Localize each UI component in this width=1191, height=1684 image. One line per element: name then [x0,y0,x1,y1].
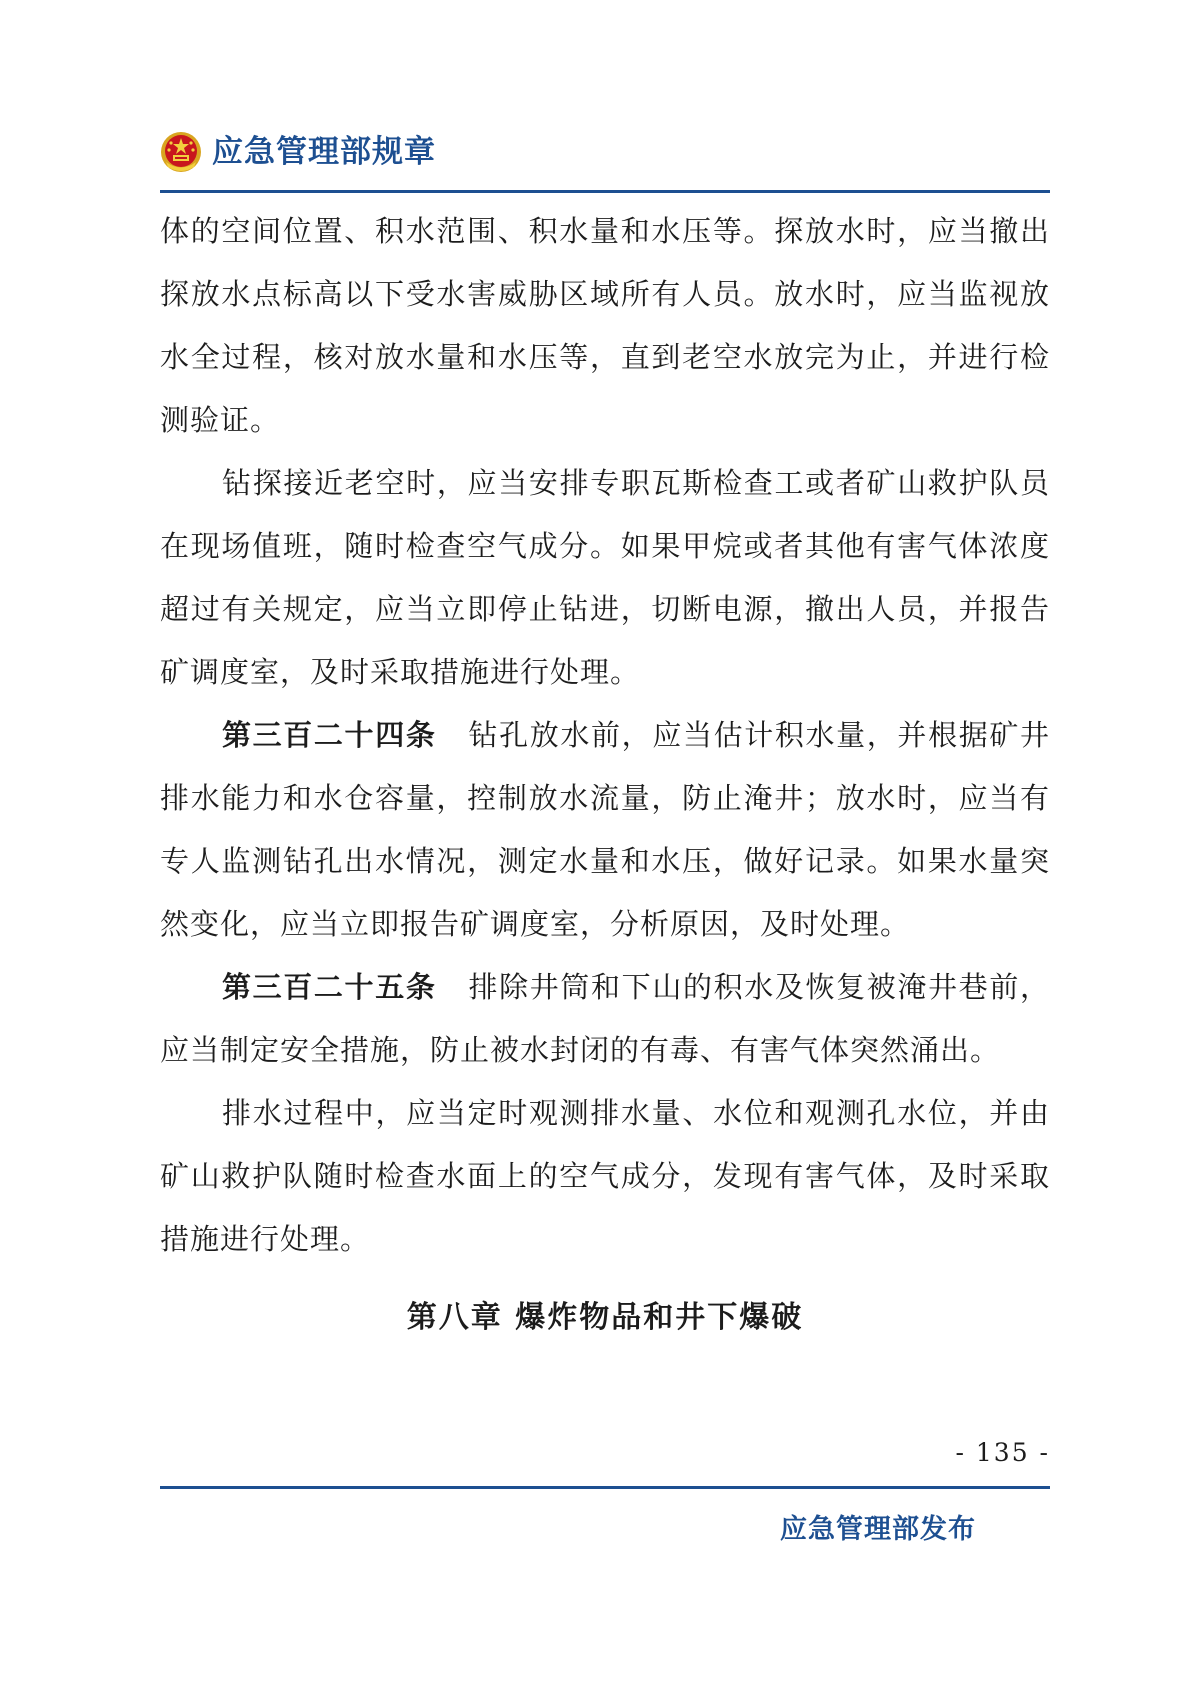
paragraph: 钻探接近老空时，应当安排专职瓦斯检查工或者矿山救护队员在现场值班，随时检查空气成分。如果甲烷或者其他有害气体浓度超过有关规定，应当立即停止钻进，切断电源，撤出人员，并报告矿调度室，及时采取措施进行处理。 [160,466,1050,689]
document-body [160,200,1050,1343]
chapter-heading: 第八章 爆炸物品和井下爆破 [406,1300,804,1335]
article-text: 钻孔放水前，应当估计积水量，并根据矿井排水能力和水仓容量，控制放水流量，防止淹井；放水时，应当有专人监测钻孔出水情况，测定水量和水压，做好记录。如果水量突然变化，应当立即报告矿调度室，分析原因，及时处理。 [160,718,1050,941]
footer-divider [160,1486,1050,1489]
article-325 [160,956,1050,1082]
paragraph: 体的空间位置、积水范围、积水量和水压等。探放水时，应当撤出探放水点标高以下受水害威胁区域所有人员。放水时，应当监视放水全过程，核对放水量和水压等，直到老空水放完为止，并进行检测验证。 [160,214,1050,437]
article-label: 第三百二十四条 [222,718,437,752]
article-text: 排除井筒和下山的积水及恢复被淹井巷前，应当制定安全措施，防止被水封闭的有毒、有害气体突然涌出。 [160,970,1050,1067]
header-title: 应急管理部规章 [212,134,436,170]
header-divider [160,190,1050,193]
page-header [160,128,1050,188]
paragraph: 排水过程中，应当定时观测排水量、水位和观测孔水位，并由矿山救护队随时检查水面上的空气成分，发现有害气体，及时采取措施进行处理。 [160,1096,1050,1256]
page-number: - 135 - [955,1438,1050,1467]
national-emblem-icon [160,131,202,173]
article-324 [160,704,1050,956]
footer-publisher: 应急管理部发布 [780,1514,976,1545]
article-label: 第三百二十五条 [222,970,437,1004]
